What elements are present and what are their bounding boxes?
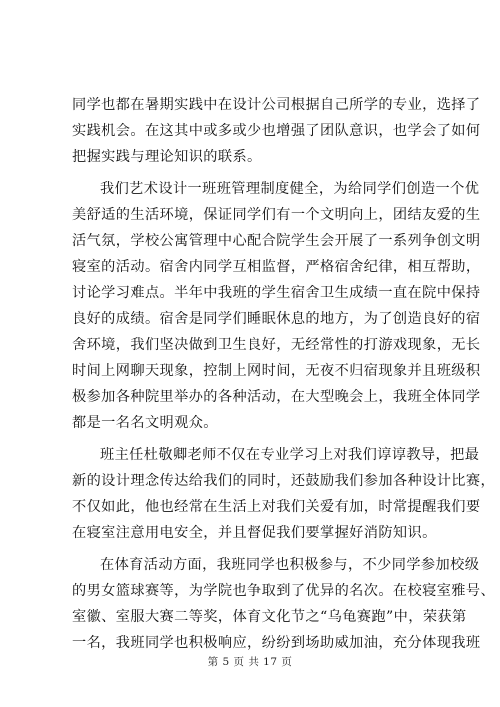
- text-line: 新的设计理念传达给我们的同时，还鼓励我们参加各种设计比赛，: [72, 473, 496, 489]
- text-line: 寝室的活动。宿舍内同学互相监督，严格宿舍纪律，相互帮助，: [72, 259, 481, 275]
- text-line: 班主任杜敬卿老师不仅在专业学习上对我们谆谆教导，把最: [100, 447, 480, 463]
- document-body: [72, 92, 496, 656]
- text-line: 讨论学习难点。半年中我班的学生宿舍卫生成绩一直在院中保持: [72, 285, 481, 301]
- text-line: 在体育活动方面，我班同学也积极参与，不少同学参加校级: [100, 557, 480, 573]
- text-line: 不仅如此，他也经常在生活上对我们关爱有加，时常提醒我们要: [72, 499, 481, 515]
- page-footer: 第 5 页 共 17 页: [207, 656, 293, 668]
- text-line: 极参加各种院里举办的各种活动，在大型晚会上，我班全体同学: [72, 389, 481, 405]
- text-line: 美舒适的生活环境，保证同学们有一个文明向上，团结友爱的生: [72, 207, 481, 223]
- paragraph-1: [72, 92, 481, 170]
- text-line: 我们艺术设计一班班管理制度健全，为给同学们创造一个优: [100, 181, 480, 197]
- text-line: 舍环境，我们坚决做到卫生良好，无经常性的打游戏现象，无长: [72, 337, 481, 353]
- text-line: 一名，我班同学也积极响应，纷纷到场助威加油，充分体现我班: [72, 635, 481, 651]
- text-line: 时间上网聊天现象，控制上网时间，无夜不归宿现象并且班级积: [72, 363, 481, 379]
- text-line: 的男女篮球赛等，为学院也争取到了优异的名次。在校寝室雅号、: [72, 583, 496, 599]
- text-line: 都是一名名文明观众。: [72, 415, 218, 431]
- text-line: 在寝室注意用电安全，并且督促我们要掌握好消防知识。: [72, 525, 437, 541]
- text-line: 实践机会。在这其中或多或少也增强了团队意识，也学会了如何: [72, 123, 481, 139]
- paragraph-2: [72, 176, 481, 436]
- paragraph-4: [72, 552, 496, 656]
- text-line: 活气氛，学校公寓管理中心配合院学生会开展了一系列争创文明: [72, 233, 481, 249]
- paragraph-3: [72, 442, 496, 546]
- text-line: 良好的成绩。宿舍是同学们睡眠休息的地方，为了创造良好的宿: [72, 311, 481, 327]
- text-line: 同学也都在暑期实践中在设计公司根据自己所学的专业，选择了: [72, 97, 481, 113]
- text-line: 把握实践与理论知识的联系。: [72, 149, 262, 165]
- text-line: 室徽、室服大赛二等奖，体育文化节之“乌龟赛跑”中，荣获第: [72, 609, 467, 625]
